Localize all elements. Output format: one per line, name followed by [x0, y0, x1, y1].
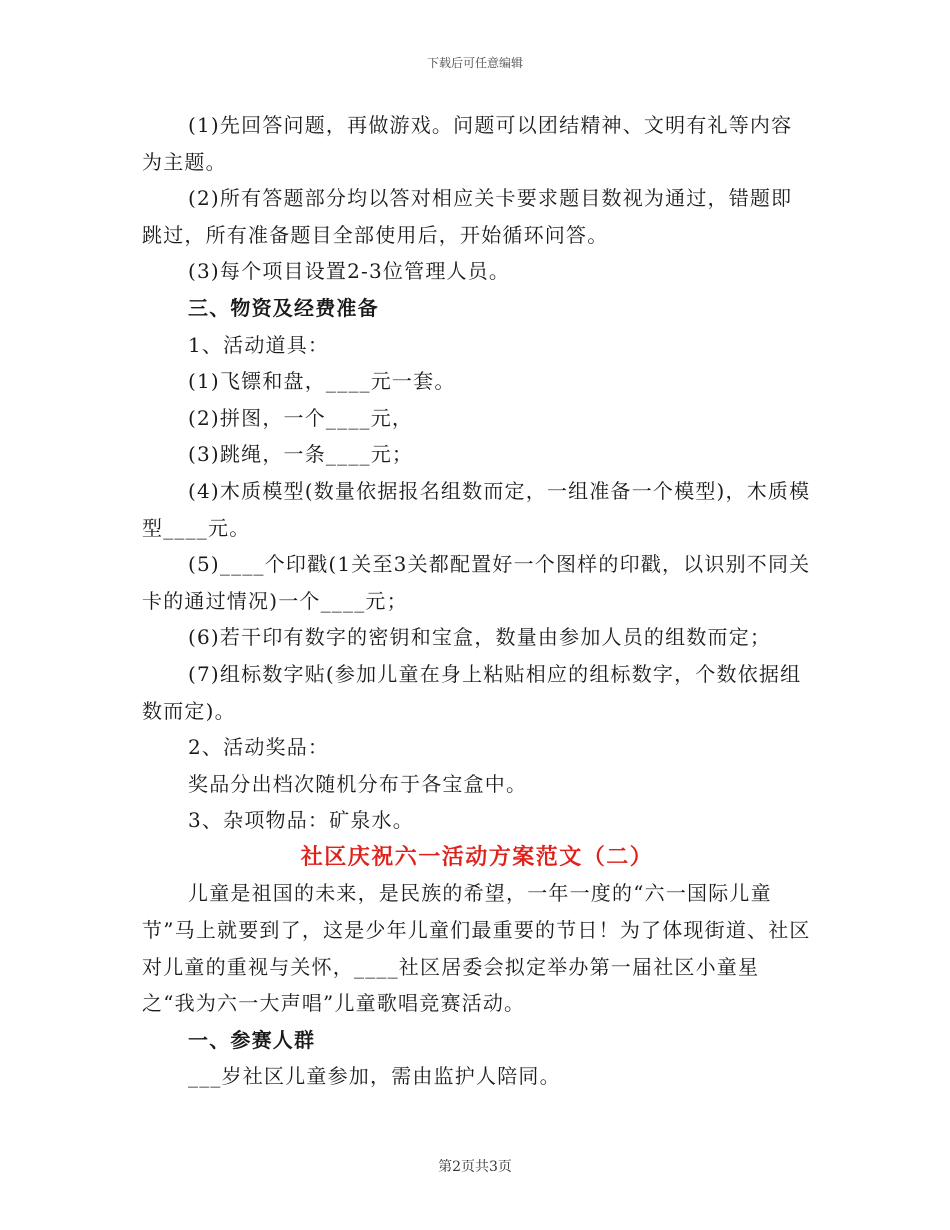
paragraph: (5)____个印戳(1关至3关都配置好一个图样的印戳，以识别不同关卡的通过情况)一个____元；	[142, 552, 811, 613]
paragraph: 2、活动奖品：	[188, 735, 330, 760]
section-heading: 一、参赛人群	[188, 1027, 316, 1052]
paragraph: (1)先回答问题，再做游戏。问题可以团结精神、文明有礼等内容为主题。	[142, 113, 793, 174]
page-header: 下载后可任意编辑	[426, 56, 523, 70]
document-title: 社区庆祝六一活动方案范文（二）	[300, 843, 654, 870]
paragraph: (3)每个项目设置2-3位管理人员。	[188, 259, 511, 284]
paragraph: 1、活动道具：	[188, 332, 330, 357]
paragraph: (2)拼图，一个____元，	[188, 405, 414, 430]
page-footer: 第2页共3页	[438, 1159, 512, 1175]
paragraph: 儿童是祖国的未来，是民族的希望，一年一度的“六一国际儿童节”马上就要到了，这是少年儿童们最重要的节日！为了体现街道、社区对儿童的重视与关怀，____社区居委会拟定举办第一届社区小童星之“我为六一大声唱”儿童歌唱竞赛活动。	[142, 881, 811, 1016]
section-heading: 三、物资及经费准备	[188, 295, 379, 320]
paragraph: 奖品分出档次随机分布于各宝盒中。	[188, 771, 528, 796]
paragraph: (3)跳绳，一条____元；	[188, 442, 414, 467]
paragraph: (1)飞镖和盘，____元一套。	[188, 369, 456, 394]
paragraph: 3、杂项物品：矿泉水。	[188, 808, 414, 833]
paragraph: (6)若干印有数字的密钥和宝盒，数量由参加人员的组数而定；	[188, 625, 772, 650]
paragraph: (4)木质模型(数量依据报名组数而定，一组准备一个模型)，木质模型____元。	[142, 478, 811, 540]
paragraph: (2)所有答题部分均以答对相应关卡要求题目数视为通过，错题即跳过，所有准备题目全部使用后，开始循环问答。	[142, 186, 793, 247]
paragraph: (7)组标数字贴(参加儿童在身上粘贴相应的组标数字，个数依据组数而定)。	[142, 661, 802, 723]
page-content	[142, 107, 812, 1095]
paragraph: ___岁社区儿童参加，需由监护人陪同。	[188, 1064, 561, 1089]
